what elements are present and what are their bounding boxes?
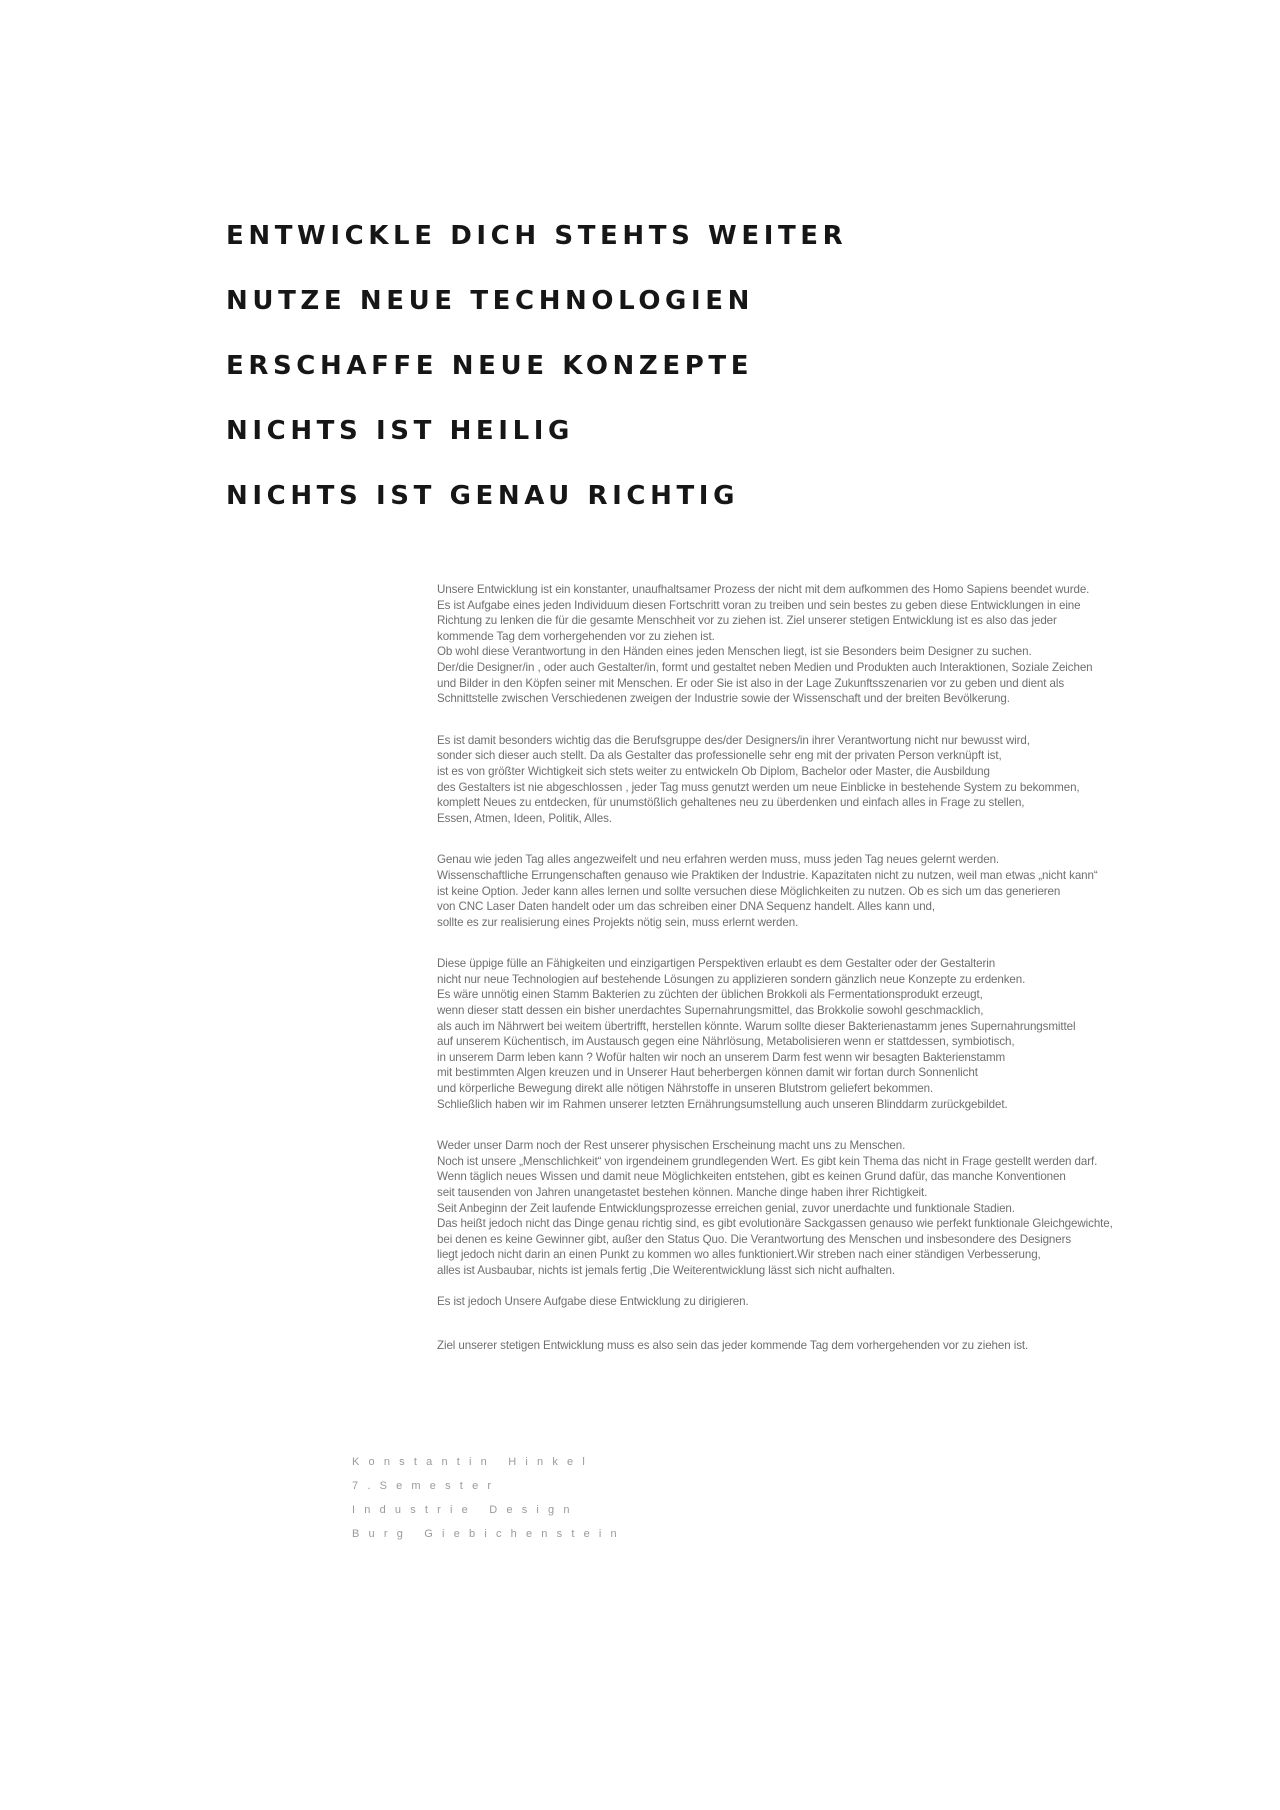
body-line: nicht nur neue Technologien auf bestehende Lösungen zu applizieren sondern gänzlich neue Konzepte zu erdenken. (437, 972, 1026, 986)
body-line: wenn dieser statt dessen ein bisher unerdachtes Supernahrungsmittel, das Brokkolie sowohl geschmacklich, (437, 1004, 984, 1018)
body-paragraph (437, 1338, 1227, 1354)
body-line: Noch ist unsere „Menschlichkeit“ von irgendeinem grundlegenden Wert. Es gibt kein Thema das nicht in Frage gestellt werden darf. (437, 1154, 1098, 1168)
body-line: sonder sich dieser auch stellt. Da als Gestalter das professionelle sehr eng mit der privaten Person verknüpft ist, (437, 749, 1002, 763)
study-program: Industrie Design (352, 1504, 579, 1516)
body-line: Das heißt jedoch nicht das Dinge genau richtig sind, es gibt evolutionäre Sackgassen genauso wie perfekt funktionale Gleichgewichte, (437, 1217, 1113, 1231)
body-line: seit tausenden von Jahren unangetastet bestehen können. Manche dinge haben ihrer Richtigkeit. (437, 1186, 928, 1199)
body-line: liegt jedoch nicht darin an einen Punkt zu kommen wo alles funktioniert.Wir streben nach einer ständigen Verbesserung, (437, 1248, 1041, 1262)
headline: NICHTS IST GENAU RICHTIG (226, 481, 740, 511)
semester-label: 7.Semester (352, 1480, 501, 1492)
body-line: Schließlich haben wir im Rahmen unserer letzten Ernährungsumstellung auch unseren Blinddarm zurückgebildet. (437, 1097, 1008, 1111)
body-line: mit bestimmten Algen kreuzen und in Unserer Haut beherbergen können damit wir fortan durch Sonnenlicht (437, 1066, 978, 1080)
body-line: Richtung zu lenken die für die gesamte Menschheit vor zu ziehen ist. Ziel unserer stetigen Entwicklung ist es also das jeder (437, 614, 1057, 628)
body-line: Wenn täglich neues Wissen und damit neue Möglichkeiten entstehen, gibt es keinen Grund dafür, das manche Konventionen (437, 1170, 1066, 1184)
body-line: Ziel unserer stetigen Entwicklung muss es also sein das jeder kommende Tag dem vorhergehenden vor zu ziehen ist. (437, 1338, 1029, 1352)
body-line: und Bilder in den Köpfen seiner mit Menschen. Er oder Sie ist also in der Lage Zukunftsszenarien vor zu geben und dient als (437, 676, 1065, 690)
school-name: Burg Giebichenstein (352, 1528, 626, 1540)
body-line: Schnittstelle zwischen Verschiedenen zweigen der Industrie sowie der Wissenschaft und der breiten Bevölkerung. (437, 692, 1010, 706)
body-line: sollte es zur realisierung eines Projekts nötig sein, muss erlernt werden. (437, 915, 799, 929)
body-line: und körperliche Bewegung direkt alle nötigen Nährstoffe in unseren Blutstrom geliefert bekommen. (437, 1082, 934, 1096)
body-line (437, 1279, 1227, 1295)
body-line: Ob wohl diese Verantwortung in den Händen eines jeden Menschen liegt, ist sie Besonders beim Designer zu suchen. (437, 645, 1032, 659)
headline: NICHTS IST HEILIG (226, 416, 574, 446)
body-line: Weder unser Darm noch der Rest unserer physischen Erscheinung macht uns zu Menschen. (437, 1139, 906, 1153)
body-paragraph (437, 956, 1227, 1112)
body-line: kommende Tag dem vorhergehenden vor zu ziehen ist. (437, 629, 715, 643)
body-line: Essen, Atmen, Ideen, Politik, Alles. (437, 811, 612, 825)
body-line: auf unserem Küchentisch, im Austausch gegen eine Nährlösung, Metabolisieren wenn er stattdessen, symbiotisch, (437, 1035, 1015, 1049)
headline: ENTWICKLE DICH STEHTS WEITER (226, 221, 848, 251)
author-credits (352, 1453, 626, 1549)
body-paragraph (437, 733, 1227, 827)
body-line: Es wäre unnötig einen Stamm Bakterien zu züchten der üblichen Brokkoli als Fermentationsprodukt erzeugt, (437, 988, 983, 1002)
body-line: Es ist jedoch Unsere Aufgabe diese Entwicklung zu dirigieren. (437, 1295, 749, 1309)
body-line: Der/die Designer/in , oder auch Gestalter/in, formt und gestaltet neben Medien und Produkten auch Interaktionen, Soziale Zeichen (437, 660, 1093, 674)
body-line: alles ist Ausbaubar, nichts ist jemals fertig ,Die Weiterentwicklung lässt sich nicht aufhalten. (437, 1263, 896, 1277)
body-line: komplett Neues zu entdecken, für unumstößlich gehaltenes neu zu überdenken und einfach alles in Frage zu stellen, (437, 796, 1025, 810)
body-line: des Gestalters ist nie abgeschlossen , jeder Tag muss genutzt werden um neue Einblicke in bestehende System zu bekommen, (437, 780, 1080, 794)
body-paragraph (437, 852, 1227, 930)
body-line: von CNC Laser Daten handelt oder um das schreiben einer DNA Sequenz handelt. Alles kann und, (437, 900, 936, 914)
manifesto-headlines (226, 213, 847, 538)
body-line: Es ist Aufgabe eines jeden Individuum diesen Fortschritt voran zu treiben und sein bestes zu geben diese Entwicklungen in eine (437, 598, 1081, 612)
body-line: ist keine Option. Jeder kann alles lernen und sollte versuchen diese Möglichkeiten zu nutzen. Ob es sich um das generieren (437, 884, 1061, 898)
body-line: ist es von größter Wichtigkeit sich stets weiter zu entwickeln Ob Diplom, Bachelor oder Master, die Ausbildung (437, 764, 990, 778)
body-paragraph (437, 582, 1227, 707)
body-line: bei denen es keine Gewinner gibt, außer den Status Quo. Die Verantwortung des Menschen und insbesondere des Designers (437, 1232, 1072, 1246)
body-line: Seit Anbeginn der Zeit laufende Entwicklungsprozesse erreichen genial, zuvor unerdachte und funktionale Stadien. (437, 1201, 1015, 1215)
body-line: Unsere Entwicklung ist ein konstanter, unaufhaltsamer Prozess der nicht mit dem aufkommen des Homo Sapiens beendet wurde. (437, 583, 1090, 596)
body-line: Diese üppige fülle an Fähigkeiten und einzigartigen Perspektiven erlaubt es dem Gestalter oder der Gestalterin (437, 957, 996, 971)
body-line: Genau wie jeden Tag alles angezweifelt und neu erfahren werden muss, muss jeden Tag neues gelernt werden. (437, 853, 1000, 867)
body-paragraph (437, 1138, 1227, 1310)
headline: NUTZE NEUE TECHNOLOGIEN (226, 286, 754, 316)
body-line: als auch im Nährwert bei weitem übertrifft, herstellen könnte. Warum sollte dieser Bakterienastamm jenes Supernahrungsmittel (437, 1019, 1076, 1033)
body-line: Es ist damit besonders wichtig das die Berufsgruppe des/der Designers/in ihrer Verantwortung nicht nur bewusst wird, (437, 733, 1030, 747)
manifesto-body-text (437, 582, 1227, 1353)
body-line: Wissenschaftliche Errungenschaften genauso wie Praktiken der Industrie. Kapazitaten nicht zu nutzen, weil man etwas „nicht kann“ (437, 868, 1098, 882)
headline: ERSCHAFFE NEUE KONZEPTE (226, 351, 754, 381)
author-name: Konstantin Hinkel (352, 1456, 595, 1468)
body-line: in unserem Darm leben kann ? Wofür halten wir noch an unserem Darm fest wenn wir besagten Bakterienstamm (437, 1050, 1006, 1064)
